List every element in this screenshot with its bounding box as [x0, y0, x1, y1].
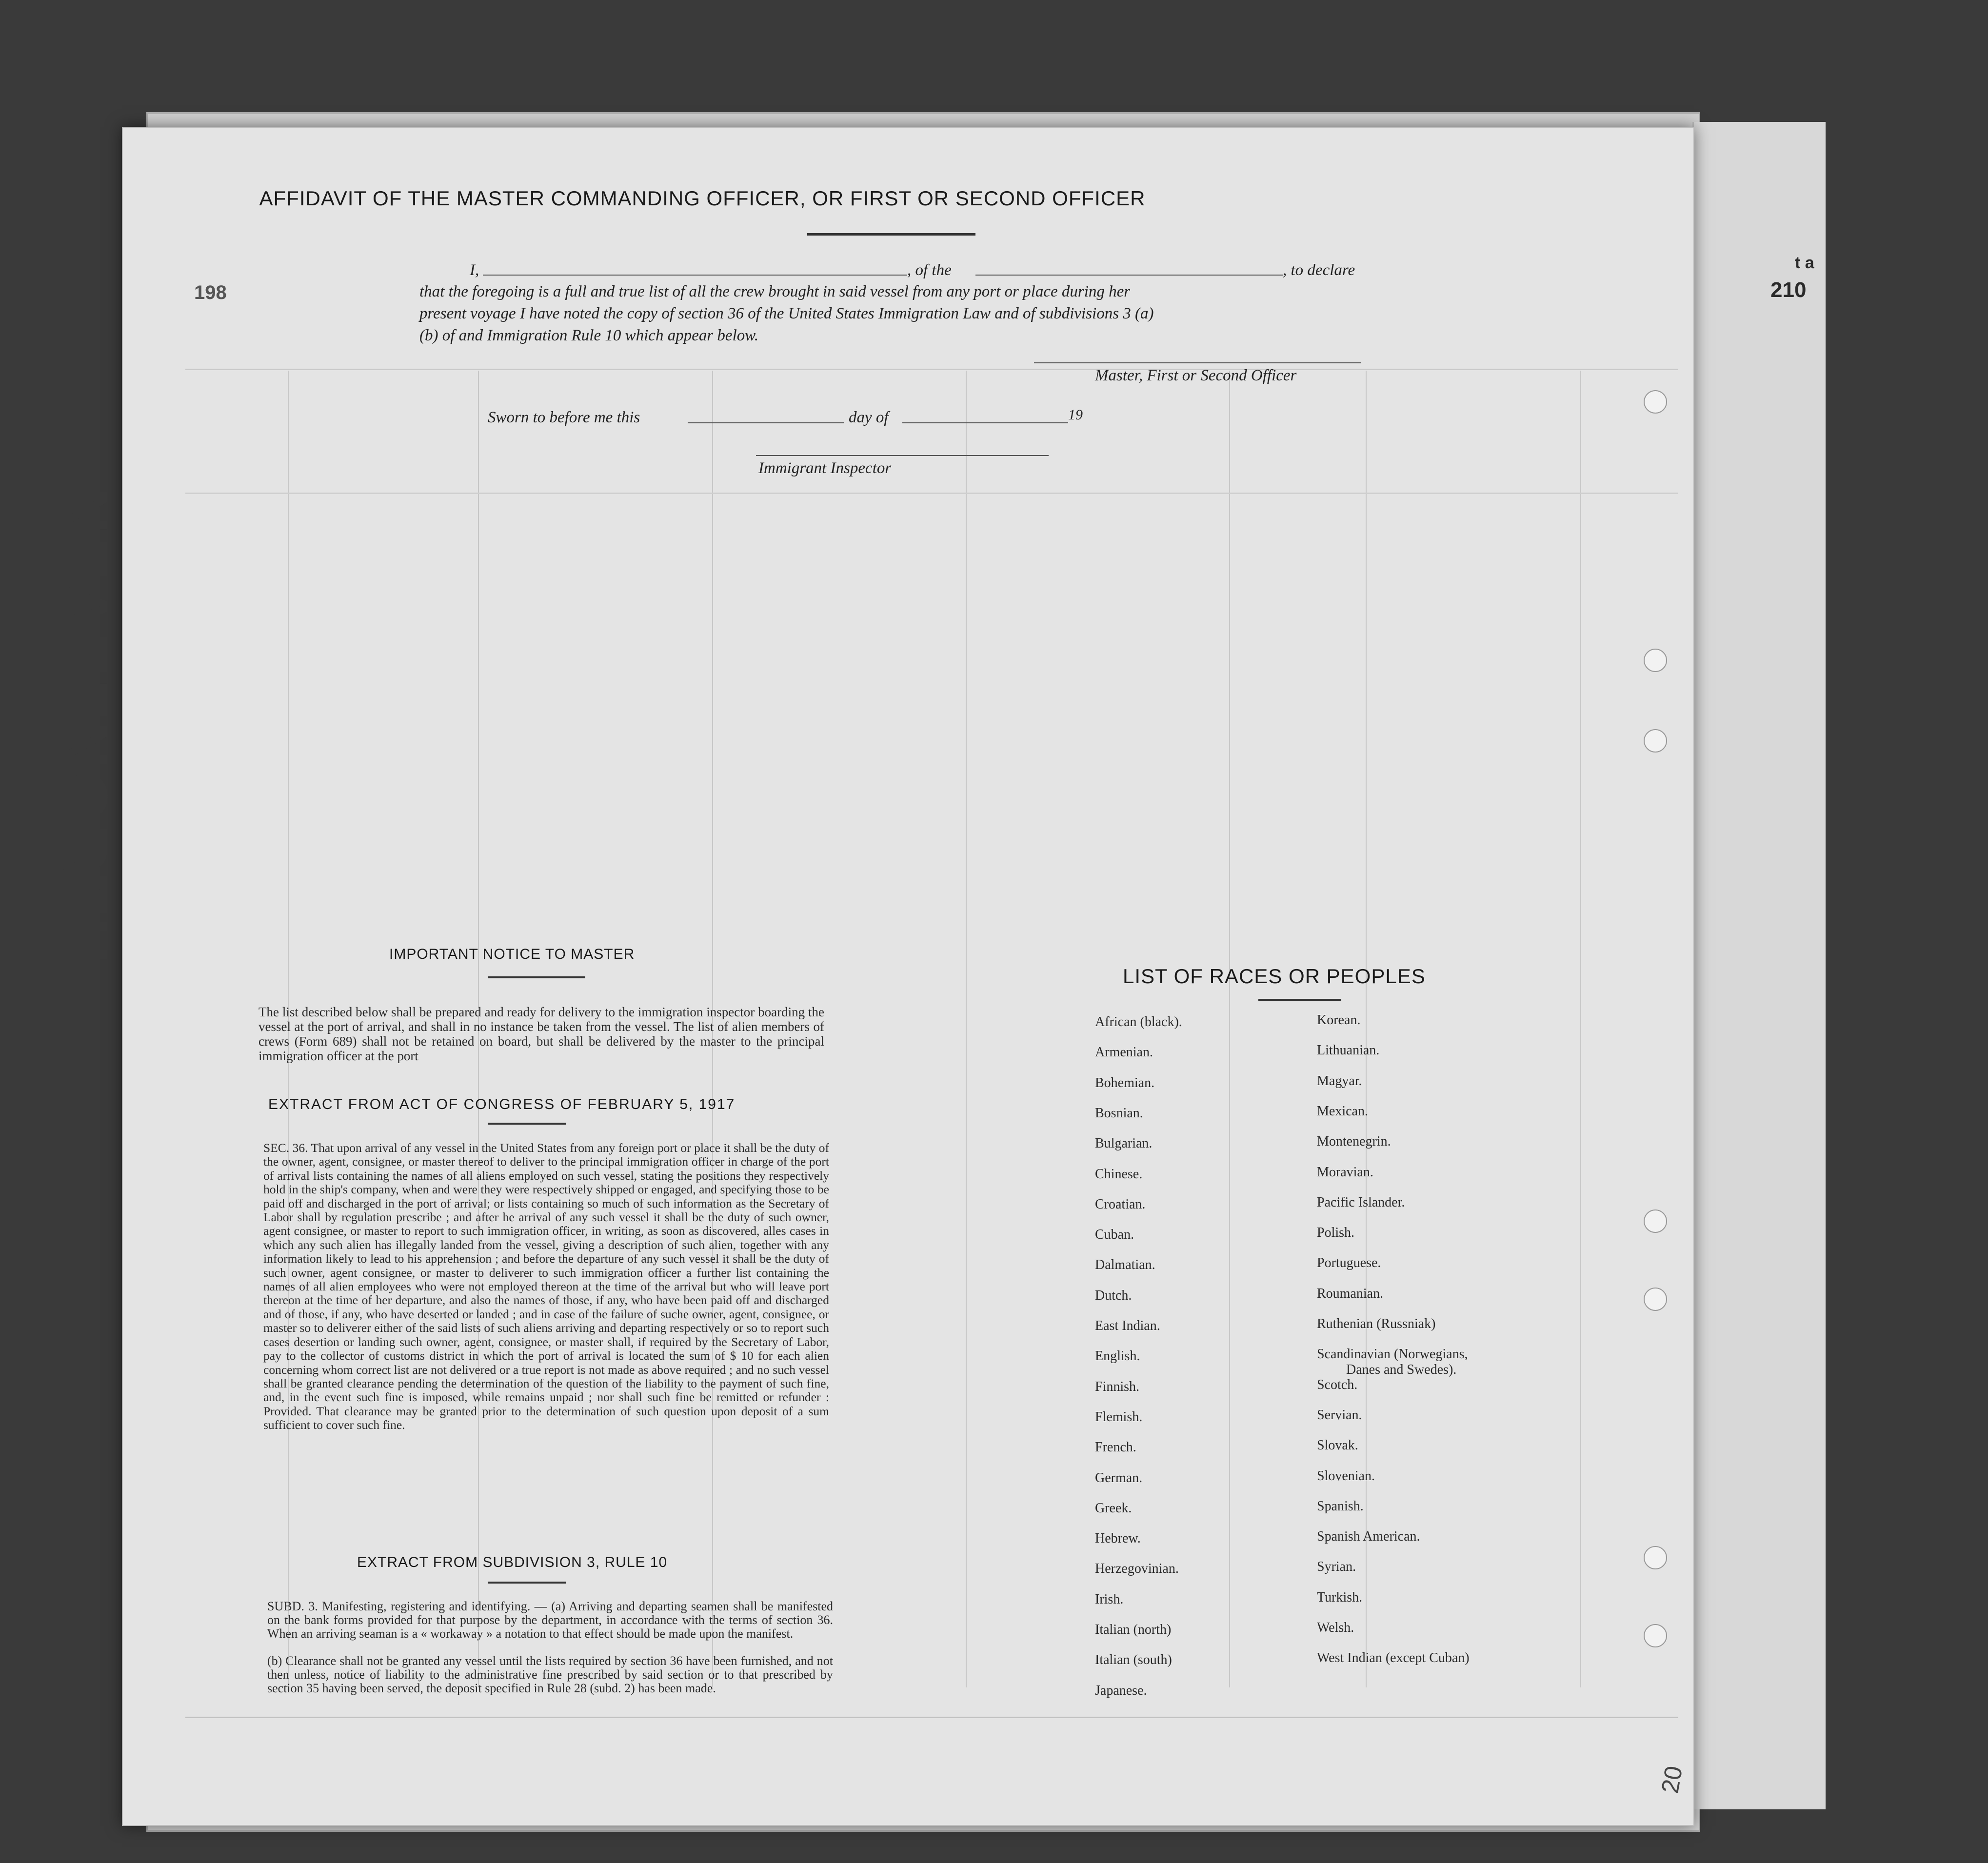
document-page — [122, 127, 1694, 1826]
race-item: Ruthenian (Russniak) — [1317, 1316, 1436, 1331]
race-item: Japanese. — [1095, 1683, 1147, 1698]
race-item: Lithuanian. — [1317, 1043, 1380, 1058]
race-item: Turkish. — [1317, 1589, 1363, 1605]
master-label: Master, First or Second Officer — [1095, 367, 1297, 384]
extract-rule-text-b: (b) Clearance shall not be granted any vessel until the lists required by section 36 have been furnished, and not then unless, notice of liability to the administrative fine prescribed by said section or to that prescribed by section 35 having been served, the deposit specified in Rule 28 (subd. 2) has been made. — [267, 1654, 833, 1695]
punch-hole — [1644, 390, 1667, 414]
race-item: African (black). — [1095, 1014, 1182, 1030]
race-item: Dutch. — [1095, 1288, 1132, 1303]
race-item: Portuguese. — [1317, 1255, 1381, 1271]
inspector-signature-line[interactable] — [756, 455, 1049, 456]
affidavit-line2: that the foregoing is a full and true list of all the crew brought in said vessel from any port or place during her — [419, 283, 1131, 300]
affidavit-line3: present voyage I have noted the copy of section 36 of the United States Immigration Law and of subdivisions 3 (a) — [419, 305, 1154, 322]
extract-rule-text-a: SUBD. 3. Manifesting, registering and identifying. — (a) Arriving and departing seamen shall be manifested on the bank forms provided for that purpose by the department, in accordance with the terms of section 36. When an arriving seaman is a « workaway » a notation to that effect should be made upon the manifest. — [267, 1599, 833, 1641]
race-item: Armenian. — [1095, 1045, 1153, 1060]
race-item: Moravian. — [1317, 1164, 1373, 1180]
ghost-rule — [966, 371, 967, 1687]
punch-hole — [1644, 1209, 1667, 1233]
race-item: Slovak. — [1317, 1438, 1358, 1453]
race-item: Scotch. — [1317, 1377, 1358, 1392]
race-item: Hebrew. — [1095, 1531, 1141, 1546]
side-letter: t a — [1795, 254, 1814, 272]
title-underline — [807, 233, 975, 236]
ghost-rule — [185, 369, 1678, 370]
inspector-label: Immigrant Inspector — [758, 459, 892, 477]
race-item: Magyar. — [1317, 1073, 1362, 1089]
vessel-blank[interactable] — [975, 275, 1283, 276]
races-underline — [1258, 999, 1341, 1001]
name-blank[interactable] — [483, 275, 907, 276]
race-item: Finnish. — [1095, 1379, 1140, 1394]
ghost-rule — [185, 1717, 1678, 1718]
race-item: Roumanian. — [1317, 1286, 1384, 1301]
race-item: Korean. — [1317, 1012, 1361, 1028]
race-item: Irish. — [1095, 1591, 1124, 1607]
punch-hole — [1644, 1624, 1667, 1647]
race-item: Dalmatian. — [1095, 1257, 1155, 1273]
extract-rule-underline — [488, 1582, 566, 1584]
race-item: West Indian (except Cuban) — [1317, 1650, 1470, 1666]
stamp-number: 20 — [1656, 1764, 1688, 1796]
notice-text: The list described below shall be prepared and ready for delivery to the immigration inspector boarding the vessel at the port of arrival, and shall in no instance be taken from the vessel. The list of alien members of crews (Form 689) shall not be retained on board, but shall be delivered by the master to the principal immigration officer at the port — [258, 1005, 824, 1063]
race-item: Italian (north) — [1095, 1622, 1172, 1637]
extract-act-underline — [488, 1123, 566, 1125]
race-item: Danes and Swedes). — [1346, 1362, 1457, 1378]
punch-hole — [1644, 1288, 1667, 1311]
notice-title: IMPORTANT NOTICE TO MASTER — [389, 946, 635, 962]
ghost-rule — [1229, 371, 1230, 1687]
affidavit-line4: (b) of and Immigration Rule 10 which appear below. — [419, 327, 759, 344]
race-item: Mexican. — [1317, 1103, 1368, 1119]
race-item: Chinese. — [1095, 1166, 1143, 1182]
race-item: Servian. — [1317, 1407, 1362, 1423]
race-item: Pacific Islander. — [1317, 1194, 1405, 1210]
ghost-rule — [1580, 371, 1581, 1687]
race-item: Spanish. — [1317, 1498, 1364, 1514]
extract-act-text: SEC. 36. That upon arrival of any vessel in the United States from any foreign port or place it shall be the duty of the owner, agent, consignee, or master thereof to deliver to the principal immigration officer in charge of the port of arrival lists containing the names of all aliens employed on such vessel, stating the positions they respectively hold in the ship's company, when and were they were respectively shipped or engaged, and specifying those to be paid off and discharged in the port of arrival; or lists containing so much of such information as the Secretary of Labor shall by regulation prescribe ; and after he arrival of any such vessel it shall be the duty of such owner, agent consignee, or master to report to such immigration officer, in writing, as soon as discovered, alles cases in which any such alien has illegally landed from the vessel, giving a description of such alien, together with any information likely to lead to his apprehension ; and before the departure of any such vessel it shall be the duty of such owner, agent consignee, or master to deliverer to such immigration officer a further list containing the names of all alien employees who were not employed thereon at the time of the arrival but who will leave port thereon at the time of her departure, and also the names of those, if any, who have been paid off and discharged and of those, if any, who have deserted or landed ; and in case of the failure of suche owner, agent, consignee, or master so to deliverer either of the said lists of such aliens arriving and departing respectively or so to report such cases desertion or landing such owner, agent, consignee, or master shall, if required by the Secretary of Labor, pay to the collector of customs district in which the port of arrival is located the sum of $ 10 for each alien concerning whom correct list are not delivered or a true report is not made as above required ; and no such vessel shall be granted clearance pending the determination of the question of the liability to the payment of such fine, and, in the event such fine is imposed, while remains unpaid ; nor shall such fine be remitted or refunder : Provided. That clearance may be granted prior to the determination of such question upon deposit of a sum sufficient to cover such fine. — [263, 1141, 829, 1432]
ghost-rule — [185, 493, 1678, 494]
race-item: Montenegrin. — [1317, 1134, 1391, 1150]
race-item: Syrian. — [1317, 1559, 1356, 1575]
ghost-rule — [1366, 371, 1367, 1687]
affidavit-of-the: , of the — [907, 261, 952, 279]
race-item: Spanish American. — [1317, 1529, 1420, 1545]
race-item: Greek. — [1095, 1500, 1132, 1516]
notice-underline — [488, 976, 585, 978]
vessel-stamp: NEAEFNORTH — [50, 488, 121, 967]
master-signature-line[interactable] — [1034, 362, 1361, 363]
races-title: LIST OF RACES OR PEOPLES — [1123, 965, 1426, 988]
race-item: Herzegovinian. — [1095, 1561, 1179, 1577]
page-number: 210 — [1770, 278, 1807, 302]
race-item: East Indian. — [1095, 1318, 1160, 1333]
affidavit-declare: , to declare — [1283, 261, 1355, 279]
punch-hole — [1644, 729, 1667, 753]
race-item: Flemish. — [1095, 1409, 1143, 1425]
race-item: English. — [1095, 1348, 1140, 1364]
sworn-label: Sworn to before me this — [488, 409, 640, 426]
right-page-edge — [1692, 122, 1826, 1809]
sworn-month-blank[interactable] — [902, 422, 1068, 423]
race-item: Bosnian. — [1095, 1105, 1143, 1121]
race-item: Polish. — [1317, 1225, 1355, 1241]
race-item: Welsh. — [1317, 1620, 1354, 1635]
race-item: French. — [1095, 1440, 1136, 1455]
race-item: Bulgarian. — [1095, 1136, 1153, 1151]
punch-hole — [1644, 649, 1667, 672]
affidavit-title: AFFIDAVIT OF THE MASTER COMMANDING OFFICER, OR FIRST OR SECOND OFFICER — [259, 187, 1146, 210]
race-item: Bohemian. — [1095, 1075, 1155, 1090]
left-margin-number: 198 — [194, 282, 227, 303]
year-prefix: 19 — [1068, 407, 1083, 423]
race-item: Slovenian. — [1317, 1468, 1375, 1484]
race-item: Cuban. — [1095, 1227, 1134, 1243]
day-of-label: day of — [849, 409, 889, 426]
sworn-day-blank[interactable] — [688, 422, 844, 423]
extract-act-title: EXTRACT FROM ACT OF CONGRESS OF FEBRUARY 5, 1917 — [268, 1096, 736, 1112]
punch-hole — [1644, 1546, 1667, 1569]
race-item: Croatian. — [1095, 1196, 1146, 1212]
race-item: Italian (south) — [1095, 1652, 1172, 1668]
extract-rule-title: EXTRACT FROM SUBDIVISION 3, RULE 10 — [357, 1554, 668, 1570]
affidavit-i: I, — [470, 261, 479, 279]
race-item: Scandinavian (Norwegians, — [1317, 1347, 1468, 1362]
race-item: German. — [1095, 1470, 1143, 1486]
